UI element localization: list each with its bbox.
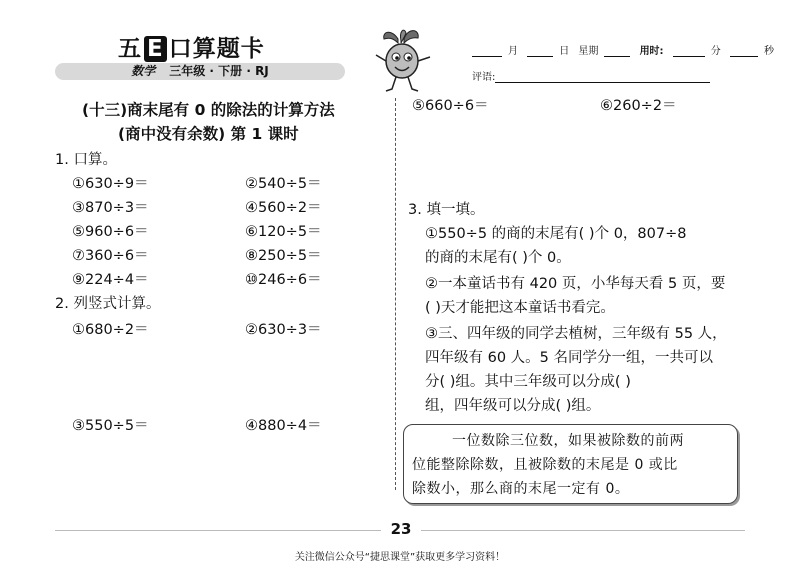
fill-line: 四年级有 60 人。5 名同学分一组，一共可以	[425, 350, 714, 366]
week-label: 星期	[578, 46, 599, 57]
brand-e-logo: E	[144, 36, 167, 62]
time-label: 用时:	[639, 46, 664, 57]
evaluation-bar	[472, 68, 710, 83]
oral-problem: ⑧250÷5＝	[245, 248, 322, 264]
oral-problem: ⑥120÷5＝	[245, 224, 322, 240]
vertical-problem: ①680÷2＝	[72, 322, 149, 338]
oral-problem: ⑤960÷6＝	[72, 224, 149, 240]
date-time-bar	[472, 42, 780, 57]
section-2-title: 2. 列竖式计算。	[55, 296, 161, 312]
oral-problem: ①630÷9＝	[72, 176, 149, 192]
fill-line: 组，四年级可以分成( )组。	[425, 398, 601, 414]
subject-label: 数学	[131, 64, 156, 78]
evaluation-label: 评语:	[472, 72, 496, 83]
fill-line: 的商的末尾有( )个 0。	[425, 250, 571, 266]
vertical-problem: ②630÷3＝	[245, 322, 322, 338]
page-number: 23	[381, 518, 421, 540]
tip-line: 除数小，那么商的末尾一定有 0。	[412, 481, 630, 497]
brand-suffix: 口算题卡	[168, 36, 265, 62]
oral-problem: ③870÷3＝	[72, 200, 149, 216]
fill-line: ( )天才能把这本童话书看完。	[425, 300, 615, 316]
footer-note: 关注微信公众号“捷思课堂”获取更多学习资料！	[294, 552, 506, 563]
month-label: 月	[508, 46, 518, 57]
radish-mascot-icon	[368, 25, 438, 95]
day-label: 日	[559, 46, 570, 57]
oral-problem: ②540÷5＝	[245, 176, 322, 192]
fill-line: 分( )组。其中三年级可以分成( )	[425, 374, 631, 390]
brand-prefix: 五	[118, 36, 142, 62]
vertical-problem: ⑤660÷6＝	[412, 98, 489, 114]
second-label: 秒	[763, 46, 774, 57]
subject-bar	[55, 63, 345, 80]
lesson-subtitle: (商中没有余数) 第 1 课时	[118, 125, 299, 143]
oral-problem: ⑩246÷6＝	[245, 272, 322, 288]
oral-problem: ⑨224÷4＝	[72, 272, 149, 288]
minute-blank[interactable]	[673, 46, 705, 57]
oral-problem: ⑦360÷6＝	[72, 248, 149, 264]
fill-line: ②一本童话书有 420 页，小华每天看 5 页，要	[425, 276, 726, 292]
oral-problem: ④560÷2＝	[245, 200, 322, 216]
grade-label: 三年级 · 下册 · RJ	[169, 64, 269, 78]
second-blank[interactable]	[730, 46, 758, 57]
lesson-title: (十三)商末尾有 0 的除法的计算方法	[82, 101, 335, 119]
fill-line: ③三、四年级的同学去植树，三年级有 55 人，	[425, 326, 727, 342]
section-1-title: 1. 口算。	[55, 152, 117, 168]
week-blank[interactable]	[604, 46, 630, 57]
tip-line: 位能整除除数，且被除数的末尾是 0 或比	[412, 457, 678, 473]
column-divider	[395, 98, 396, 490]
minute-label: 分	[710, 46, 721, 57]
section-3-title: 3. 填一填。	[408, 202, 485, 218]
tip-line: 一位数除三位数，如果被除数的前两	[452, 433, 684, 449]
vertical-problem: ⑥260÷2＝	[600, 98, 677, 114]
brand-title	[118, 30, 265, 63]
vertical-problem: ④880÷4＝	[245, 418, 322, 434]
month-blank[interactable]	[472, 46, 502, 57]
vertical-problem: ③550÷5＝	[72, 418, 149, 434]
evaluation-blank[interactable]	[495, 72, 710, 83]
fill-line: ①550÷5 的商的末尾有( )个 0，807÷8	[425, 226, 687, 242]
day-blank[interactable]	[527, 46, 553, 57]
